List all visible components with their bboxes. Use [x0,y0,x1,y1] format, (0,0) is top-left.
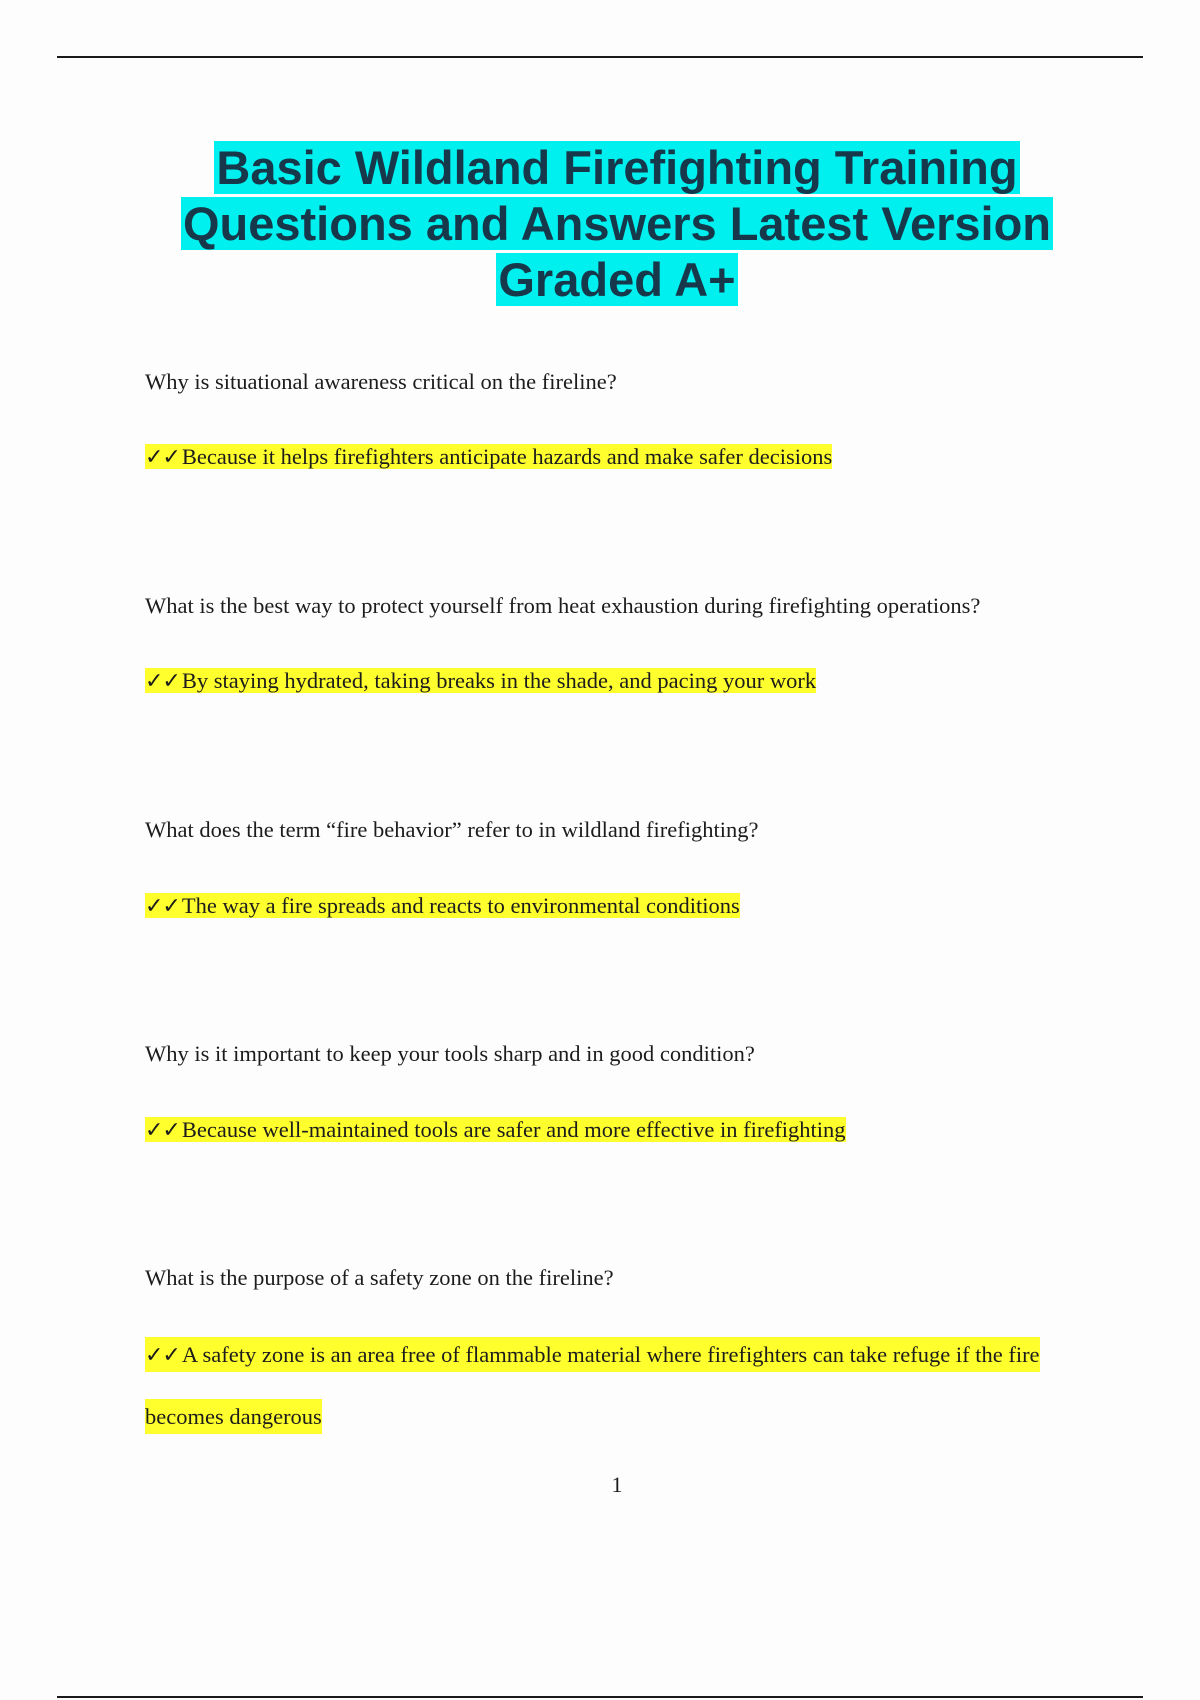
answer-3-text: The way a fire spreads and reacts to environmental conditions [181,893,740,918]
double-check-icon: ✓✓ [145,445,180,470]
answer-4 [145,1116,846,1145]
answer-2-text: By staying hydrated, taking breaks in the shade, and pacing your work [181,668,817,693]
title-line-1: Basic Wildland Firefighting Training [216,141,1018,194]
double-check-icon: ✓✓ [145,1118,180,1143]
question-1: Why is situational awareness critical on the fireline? [145,369,617,394]
double-check-icon: ✓✓ [145,894,180,919]
double-check-icon: ✓✓ [145,669,180,694]
title-line-2: Questions and Answers Latest Version [182,197,1051,250]
answer-3 [145,892,740,921]
question-5: What is the purpose of a safety zone on the fireline? [145,1265,614,1290]
answer-1-text: Because it helps firefighters anticipate hazards and make safer decisions [181,444,833,469]
question-2: What is the best way to protect yourself from heat exhaustion during firefighting operations? [145,593,981,618]
document-title [60,140,1174,308]
header-rule [57,56,1143,58]
question-4: Why is it important to keep your tools sharp and in good condition? [145,1041,755,1066]
answer-5-text: A safety zone is an area free of flammable material where firefighters can take refuge if the fire becomes dangerous [145,1342,1040,1429]
answer-4-text: Because well-maintained tools are safer and more effective in firefighting [181,1117,846,1142]
footer-rule [57,1696,1143,1698]
answer-5 [145,1324,1075,1447]
answer-1 [145,443,832,472]
double-check-icon: ✓✓ [145,1343,180,1368]
title-line-3: Graded A+ [498,253,736,306]
page-number: 1 [611,1472,623,1497]
question-3: What does the term “fire behavior” refer to in wildland firefighting? [145,817,759,842]
answer-2 [145,667,816,696]
